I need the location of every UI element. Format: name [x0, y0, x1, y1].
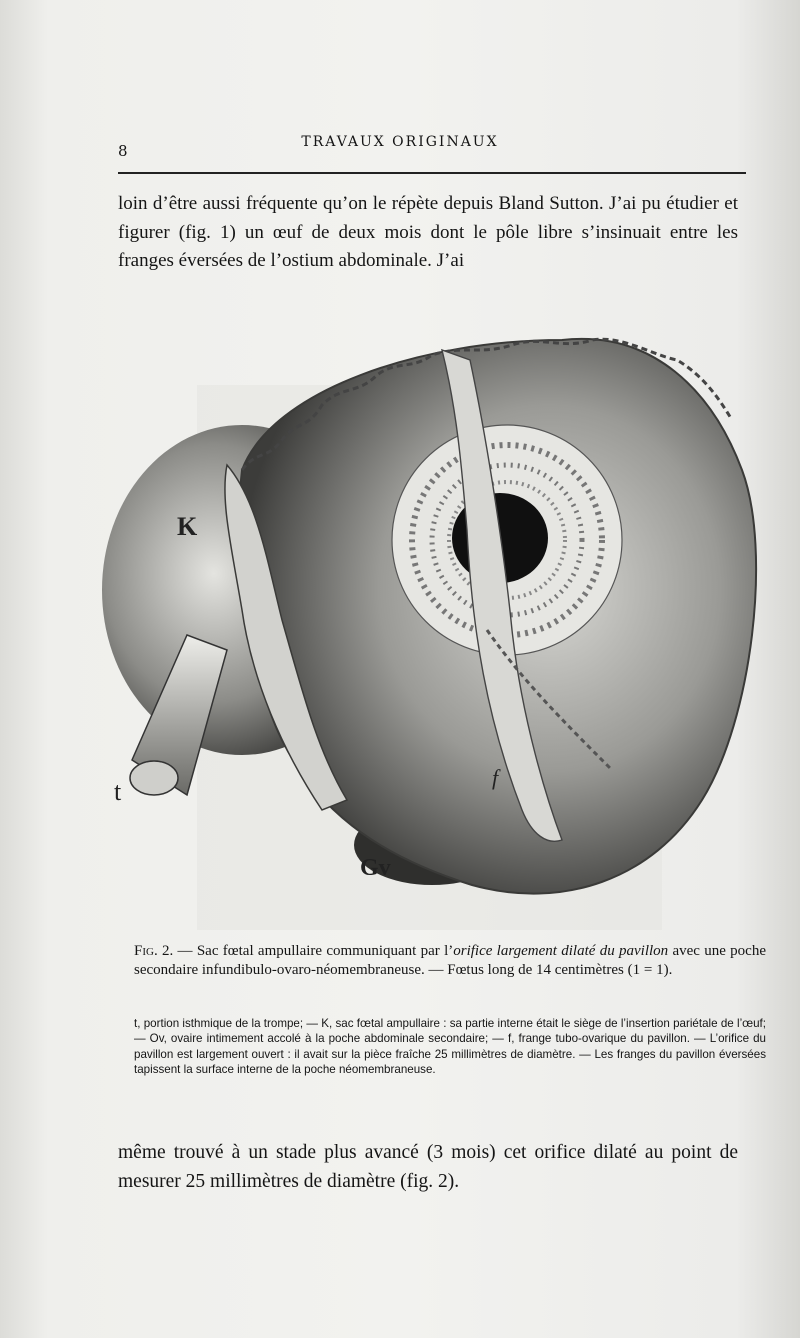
- caption-part-1: — Sac fœtal ampullaire communiquant par l’: [173, 943, 454, 959]
- label-k: K: [177, 512, 198, 541]
- header-rule: [118, 172, 746, 174]
- label-t: t: [114, 777, 122, 806]
- specimen-illustration: [92, 300, 762, 930]
- caption-part-2: avec une poche secondaire infundibulo-ovaro-néomembraneuse. — Fœtus long de 14 centimètres (1 = 1).: [134, 943, 766, 978]
- label-f: f: [492, 765, 499, 790]
- label-gv: Gv: [360, 855, 391, 881]
- tube-end: [130, 761, 178, 795]
- figure-legend: t, portion isthmique de la trompe; — K, sac fœtal ampullaire : sa partie interne était le siège de l’insertion pariétale de l’œuf; — Ov, ovaire intimement accolé à la poche abdominale secondaire; — f, frange tubo-ovarique du pavillon. — L’orifice du pavillon est largement ouvert : il avait sur la pièce fraîche 25 millimètres de diamètre. — Les franges du pavillon éversées tapissent la surface interne de la poche néomembraneuse.: [134, 1017, 766, 1077]
- caption-emphasis: orifice largement dilaté du pavillon: [453, 943, 669, 959]
- running-title: TRAVAUX ORIGINAUX: [301, 134, 499, 150]
- body-paragraph-2: même trouvé à un stade plus avancé (3 mois) cet orifice dilaté au point de mesurer 25 millimètres de diamètre (fig. 2).: [118, 1142, 738, 1192]
- figure-caption: [134, 942, 766, 980]
- anatomical-figure: [92, 300, 762, 930]
- body-paragraph-1: loin d’être aussi fréquente qu’on le répète depuis Bland Sutton. J’ai pu étudier et figurer (fig. 1) un œuf de deux mois dont le pôle libre s’insinuait entre les franges éversées de l’ostium abdominale. J’ai: [118, 193, 738, 271]
- page-number: 8: [118, 142, 128, 160]
- caption-figure-number: Fig. 2.: [134, 943, 174, 959]
